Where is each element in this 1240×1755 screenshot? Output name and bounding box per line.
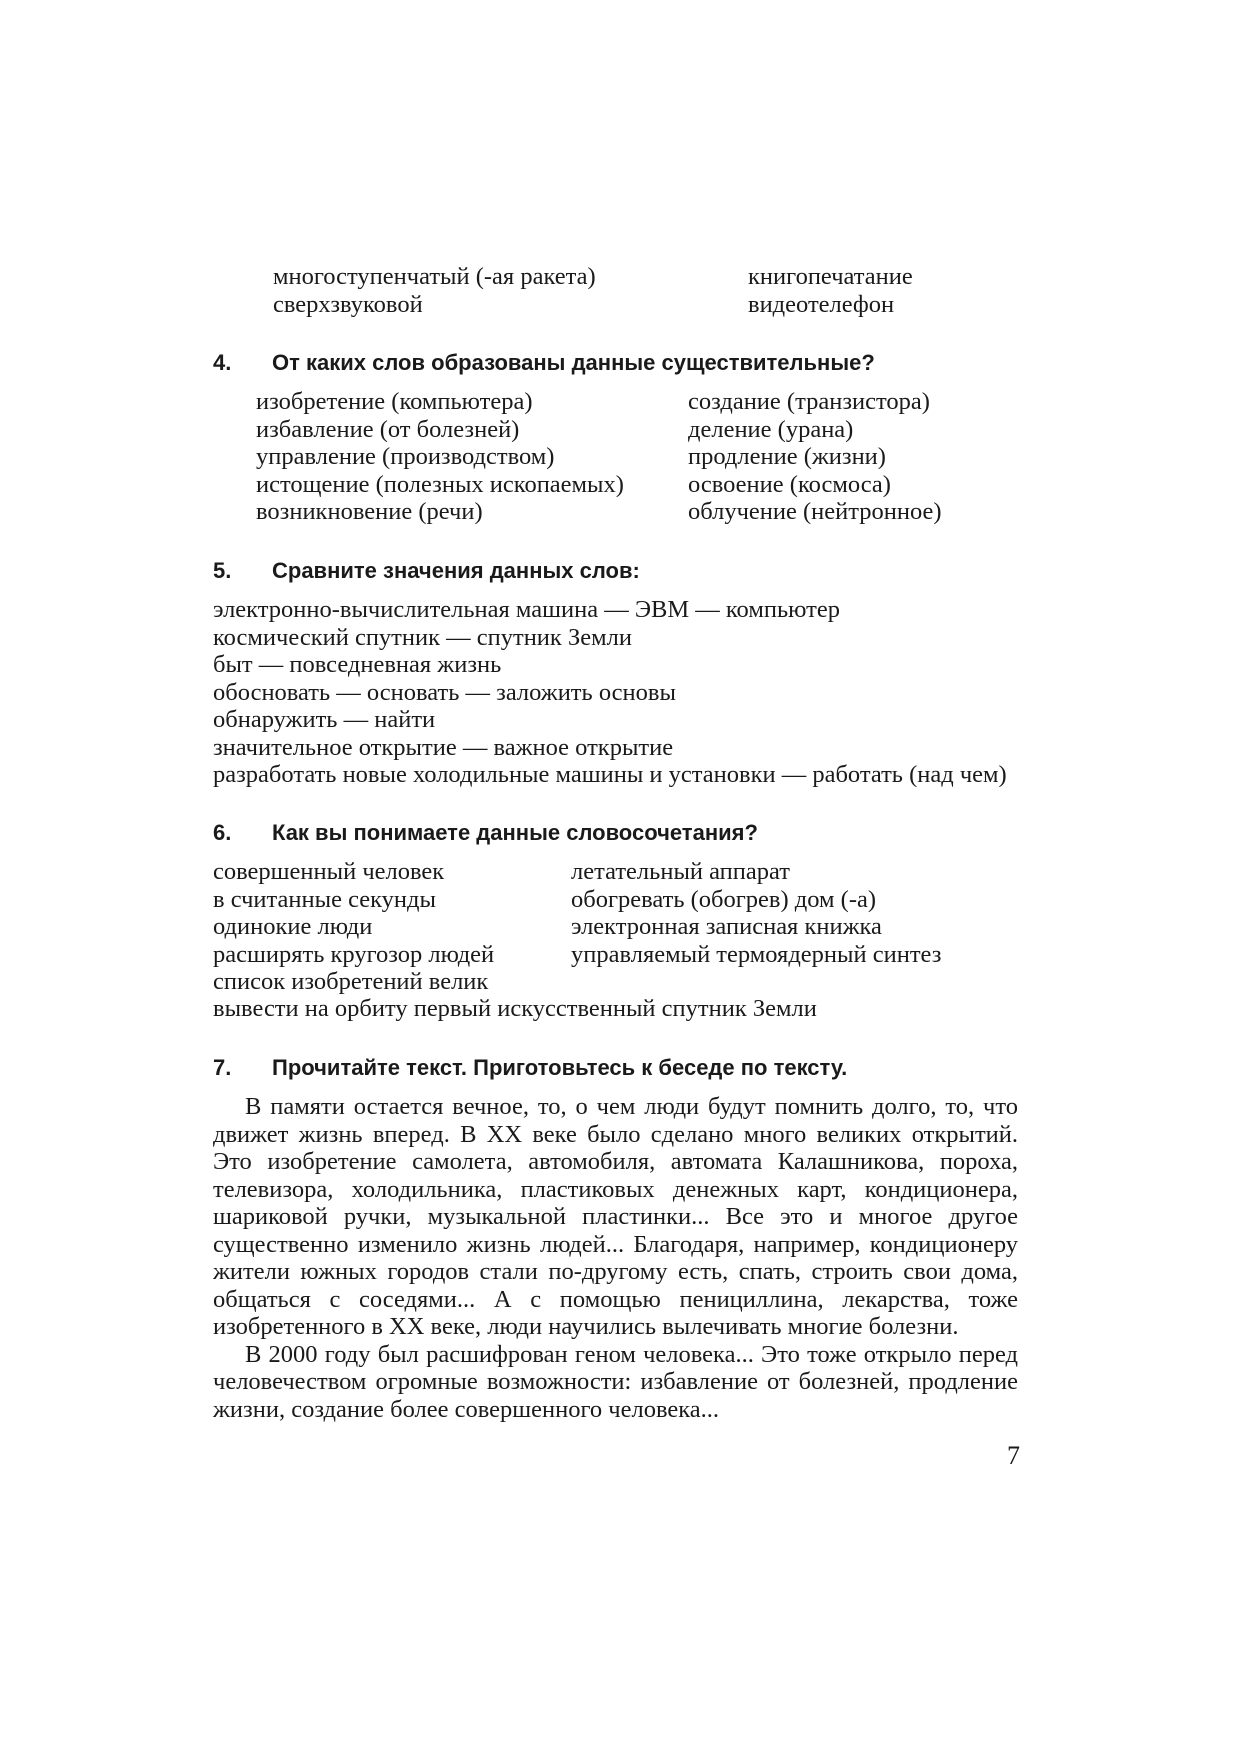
exercise-5-list xyxy=(213,596,1018,789)
word-item: продление (жизни) xyxy=(688,443,886,470)
exercise-title: Сравните значения данных слов: xyxy=(272,558,640,583)
word-item: книгопечатание xyxy=(748,263,913,290)
word-item: сверхзвуковой xyxy=(273,290,423,318)
exercise-number: 5. xyxy=(213,558,232,583)
top-words-left xyxy=(273,263,596,318)
top-words-right xyxy=(748,263,913,318)
exercise-4-right-list xyxy=(688,388,942,526)
word-item: изобретение (компьютера) xyxy=(256,388,533,415)
text-paragraph: В памяти остается вечное, то, о чем люди будут помнить долго, то, что движет жизнь вперед. В XX веке было сделано много великих открытий. Это изобретение самолета, автомобиля, автомата Калашникова, пороха, телевизора, холодильника, пластиковых денежных карт, кондиционера, шариковой ручки, музыкальной пластинки... Все это и многое другое существенно изменило жизнь людей... Благодаря, например, кондиционеру жители южных городов стали по-другому есть, спать, строить свои дома, общаться с соседями... А с помощью пенициллина, лекарства, тоже изобретенного в XX веке, люди научились вылечивать многие болезни. xyxy=(213,1093,1018,1340)
exercise-6-heading xyxy=(213,818,758,848)
phrase-item: одинокие люди xyxy=(213,913,373,940)
word-item: создание (транзистора) xyxy=(688,388,930,415)
word-item: деление (урана) xyxy=(688,415,854,443)
phrase-item: в считанные секунды xyxy=(213,885,436,913)
exercise-7-text xyxy=(213,1093,1018,1423)
exercise-4-heading xyxy=(213,348,875,378)
exercise-6-last-line xyxy=(213,995,1018,1023)
exercise-title: От каких слов образованы данные существительные? xyxy=(272,350,875,375)
exercise-number: 7. xyxy=(213,1055,232,1080)
comparison-item: обнаружить — найти xyxy=(213,706,436,733)
phrase-item: список изобретений велик xyxy=(213,968,489,995)
exercise-4-left-list xyxy=(256,388,624,526)
phrase-item: летательный аппарат xyxy=(571,858,790,885)
word-item: истощение (полезных ископаемых) xyxy=(256,470,624,498)
comparison-item: космический спутник — спутник Земли xyxy=(213,623,632,651)
word-item: управление (производством) xyxy=(256,443,555,470)
word-item: освоение (космоса) xyxy=(688,470,891,498)
exercise-title: Прочитайте текст. Приготовьтесь к беседе по тексту. xyxy=(272,1055,848,1080)
exercise-6-right-list xyxy=(571,858,941,968)
comparison-item: быт — повседневная жизнь xyxy=(213,651,502,678)
exercise-number: 4. xyxy=(213,350,232,375)
comparison-item: разработать новые холодильные машины и установки — работать (над чем) xyxy=(213,761,1007,788)
exercise-7-heading xyxy=(213,1053,847,1083)
exercise-6-left-list xyxy=(213,858,494,996)
phrase-item: совершенный человек xyxy=(213,858,445,885)
phrase-item: управляемый термоядерный синтез xyxy=(571,940,942,968)
word-item: облучение (нейтронное) xyxy=(688,498,942,525)
exercise-number: 6. xyxy=(213,820,232,845)
exercise-title: Как вы понимаете данные словосочетания? xyxy=(272,820,758,845)
word-item: избавление (от болезней) xyxy=(256,415,520,443)
comparison-item: электронно-вычислительная машина — ЭВМ — компьютер xyxy=(213,596,840,623)
text-paragraph: В 2000 году был расшифрован геном человека... Это тоже открыло перед человечеством огромные возможности: избавление от болезней, продление жизни, создание более совершенного человека... xyxy=(213,1340,1018,1423)
phrase-item: вывести на орбиту первый искусственный спутник Земли xyxy=(213,995,817,1022)
word-item: возникновение (речи) xyxy=(256,498,483,525)
phrase-item: расширять кругозор людей xyxy=(213,940,495,968)
exercise-5-heading xyxy=(213,556,640,586)
word-item: многоступенчатый (-ая ракета) xyxy=(273,263,596,290)
word-item: видеотелефон xyxy=(748,290,895,318)
page-number: 7 xyxy=(1007,1441,1020,1470)
comparison-item: обосновать — основать — заложить основы xyxy=(213,678,676,706)
comparison-item: значительное открытие — важное открытие xyxy=(213,733,674,761)
phrase-item: электронная записная книжка xyxy=(571,913,882,940)
phrase-item: обогревать (обогрев) дом (-а) xyxy=(571,885,877,913)
